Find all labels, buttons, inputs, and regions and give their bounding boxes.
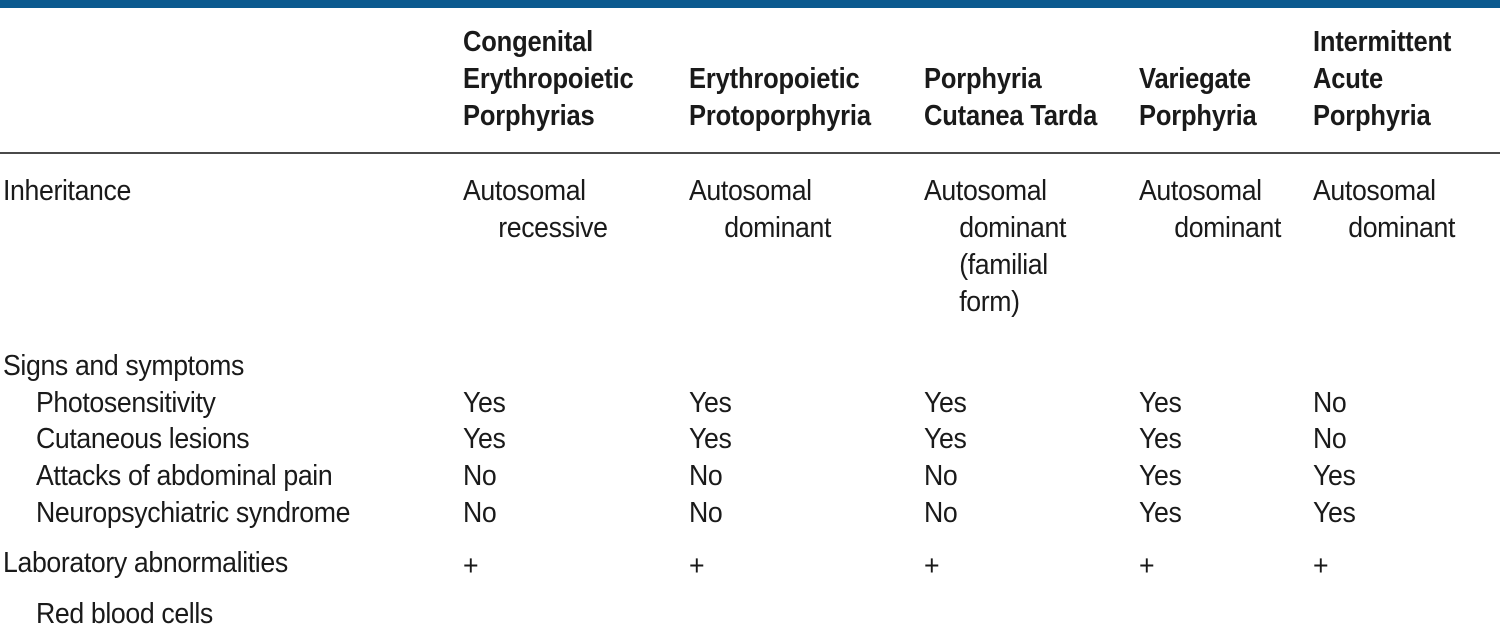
table-cell: Yes (1139, 423, 1182, 455)
table-cell: Yes (1313, 497, 1356, 529)
table-cell: No (924, 460, 958, 492)
table-cell: Yes (463, 423, 506, 455)
row-label-cutaneous-lesions: Cutaneous lesions (36, 423, 250, 455)
table-cell: No (463, 460, 497, 492)
table-cell: No (1313, 387, 1347, 419)
row-label-laboratory-abnormalities: Laboratory abnormalities (3, 547, 288, 579)
inheritance-cell: Autosomal recessive (463, 175, 608, 244)
table-cell: Yes (689, 423, 732, 455)
col-header-congenital-erythropoietic-porphyrias: Congenital Erythropoietic Porphyrias (463, 26, 634, 132)
table-cell: No (924, 497, 958, 529)
table-cell: Yes (1139, 460, 1182, 492)
table-cell: No (689, 460, 723, 492)
section-label-signs-and-symptoms: Signs and symptoms (3, 350, 245, 382)
table-cell: Yes (924, 387, 967, 419)
inheritance-cell: Autosomal dominant (1313, 175, 1456, 244)
row-label-inheritance: Inheritance (3, 175, 131, 207)
lab-plus-mark: + (1313, 550, 1329, 582)
table-cell: Yes (1139, 387, 1182, 419)
lab-plus-mark: + (463, 550, 479, 582)
table-cell: No (1313, 423, 1347, 455)
inheritance-cell: Autosomal dominant (1139, 175, 1282, 244)
table-cell: Yes (1313, 460, 1356, 492)
lab-plus-mark: + (924, 550, 940, 582)
row-label-photosensitivity: Photosensitivity (36, 387, 216, 419)
row-label-neuropsychiatric-syndrome: Neuropsychiatric syndrome (36, 497, 351, 529)
row-label-attacks-of-abdominal-pain: Attacks of abdominal pain (36, 460, 333, 492)
col-header-porphyria-cutanea-tarda: Porphyria Cutanea Tarda (924, 63, 1098, 132)
col-header-erythropoietic-protoporphyria: Erythropoietic Protoporphyria (689, 63, 871, 132)
top-rule (0, 0, 1500, 8)
table-cell: Yes (463, 387, 506, 419)
inheritance-cell: Autosomal dominant (689, 175, 832, 244)
table-cell: No (689, 497, 723, 529)
table-cell: Yes (689, 387, 732, 419)
col-header-variegate-porphyria: Variegate Porphyria (1139, 63, 1257, 132)
inheritance-cell: Autosomal dominant (familial form) (924, 175, 1067, 318)
table-cell: Yes (924, 423, 967, 455)
row-label-red-blood-cells: Red blood cells (36, 598, 213, 630)
lab-plus-mark: + (1139, 550, 1155, 582)
table-cell: Yes (1139, 497, 1182, 529)
table-cell: No (463, 497, 497, 529)
col-header-intermittent-acute-porphyria: Intermittent Acute Porphyria (1313, 26, 1452, 132)
header-rule (0, 152, 1500, 154)
lab-plus-mark: + (689, 550, 705, 582)
